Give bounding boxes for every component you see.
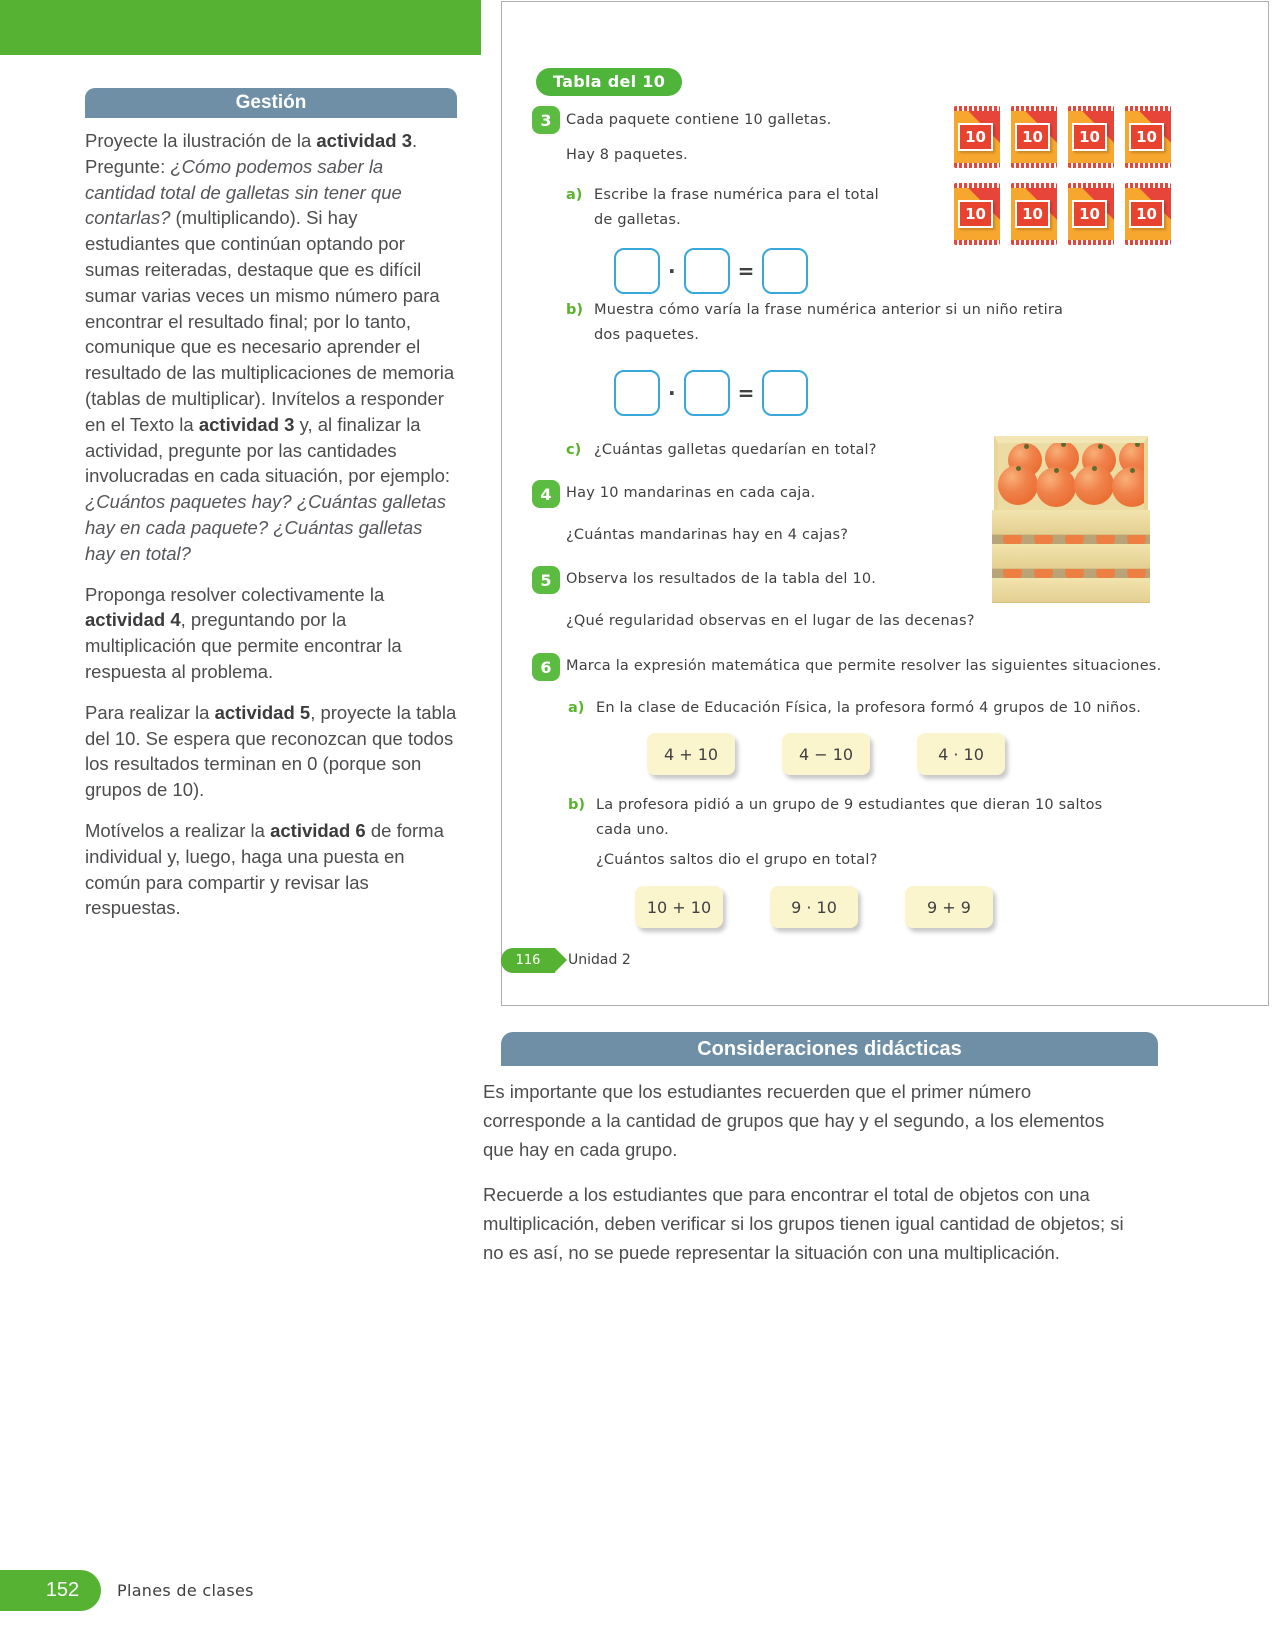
activity-6b-line1: La profesora pidió a un grupo de 9 estudiantes que dieran 10 saltos [596, 797, 1103, 813]
mandarin [1074, 465, 1114, 505]
crate-slats [992, 510, 1150, 603]
part-b-label: b) [566, 302, 584, 318]
cookie-packet [1125, 106, 1171, 168]
packet-crimp [1011, 183, 1057, 188]
activity-3-number: 3 [532, 106, 560, 134]
cookie-packet [1011, 106, 1057, 168]
mandarin [1112, 467, 1148, 507]
packet-crimp [954, 240, 1000, 245]
activity-4-line1: Hay 10 mandarinas en cada caja. [566, 485, 816, 501]
activity-6-line1: Marca la expresión matemática que permite resolver las siguientes situaciones. [566, 658, 1162, 674]
crate-slat [992, 544, 1150, 569]
packet-count-label: 10 [1015, 123, 1050, 151]
activity-6a-line1: En la clase de Educación Física, la profesora formó 4 grupos de 10 niños. [596, 700, 1142, 716]
part-a-line1: Escribe la frase numérica para el total [594, 187, 879, 203]
gestion-header: Gestión [85, 88, 457, 118]
activity-6b-question: ¿Cuántos saltos dio el grupo en total? [596, 852, 878, 868]
considerations-paragraph: Es importante que los estudiantes recuerden que el primer número corresponde a la cantidad de grupos que hay y el segundo, a los elementos que hay en cada grupo. [483, 1081, 1105, 1160]
packet-crimp [1125, 163, 1171, 168]
cookie-packet [1068, 183, 1114, 245]
part-b-label: b) [568, 797, 586, 813]
answer-box [762, 248, 808, 294]
equals-sign: = [737, 259, 755, 283]
considerations-paragraph: Recuerde a los estudiantes que para encontrar el total de objetos con una multiplicación, deben verificar si los grupos tienen igual cantidad de objetos; si no es así, no se puede representar la situación con una multiplicación. [483, 1184, 1124, 1263]
textbook-page-number-tab: 116 [501, 948, 555, 973]
packet-crimp [954, 106, 1000, 111]
packet-crimp [1011, 240, 1057, 245]
activity-6-number: 6 [532, 653, 560, 681]
left-paragraph: Motívelos a realizar la actividad 6 de forma individual y, luego, haga una puesta en común para compartir y revisar las respuestas. [85, 819, 444, 919]
crate-gap [992, 569, 1150, 578]
option-chip: 9 · 10 [770, 886, 858, 928]
footer-label: Planes de clases [117, 1581, 254, 1600]
mandarin [1036, 467, 1076, 507]
considerations-section [483, 1077, 1128, 1283]
option-chip: 4 + 10 [647, 733, 735, 775]
answer-box [684, 370, 730, 416]
packet-crimp [1011, 106, 1057, 111]
tabla-del-10-badge: Tabla del 10 [536, 68, 682, 96]
activity-5-number: 5 [532, 566, 560, 594]
cookie-packet [1068, 106, 1114, 168]
part-c-label: c) [566, 442, 582, 458]
packet-crimp [1068, 163, 1114, 168]
packet-crimp [1068, 183, 1114, 188]
activity-4-number: 4 [532, 480, 560, 508]
options-row-a [647, 733, 1005, 775]
textbook-page-panel [501, 1, 1269, 1006]
packet-count-label: 10 [1072, 123, 1107, 151]
packet-count-label: 10 [958, 123, 993, 151]
left-column [85, 88, 457, 936]
answer-box [614, 248, 660, 294]
option-chip: 9 + 9 [905, 886, 993, 928]
packet-crimp [1011, 163, 1057, 168]
part-a-label: a) [568, 700, 585, 716]
cookie-packets-row-2 [954, 183, 1171, 245]
number-sentence-row-b [614, 370, 808, 416]
cookie-packets-row-1 [954, 106, 1171, 168]
unit-label: Unidad 2 [568, 952, 631, 968]
packet-count-label: 10 [1129, 123, 1164, 151]
top-green-banner [0, 0, 481, 55]
part-c-line1: ¿Cuántas galletas quedarían en total? [594, 442, 877, 458]
activity-6b-line2: cada uno. [596, 822, 669, 838]
cookie-packet [954, 183, 1000, 245]
cookie-packet [1125, 183, 1171, 245]
crate-slat [992, 510, 1150, 535]
packet-crimp [1125, 183, 1171, 188]
activity-5-line2: ¿Qué regularidad observas en el lugar de las decenas? [566, 613, 975, 629]
packet-crimp [1125, 240, 1171, 245]
mandarins [994, 436, 1148, 510]
left-paragraph: Proponga resolver colectivamente la actividad 4, preguntando por la multiplicación que permite encontrar la respuesta al problema. [85, 583, 402, 682]
part-b-line1: Muestra cómo varía la frase numérica anterior si un niño retira [594, 302, 1064, 318]
part-b-line2: dos paquetes. [594, 327, 700, 343]
crate-gap [992, 535, 1150, 544]
packet-count-label: 10 [1072, 200, 1107, 228]
packet-count-label: 10 [958, 200, 993, 228]
equals-sign: = [737, 381, 755, 405]
packet-count-label: 10 [1015, 200, 1050, 228]
part-a-label: a) [566, 187, 583, 203]
packet-crimp [1068, 240, 1114, 245]
packet-crimp [1125, 106, 1171, 111]
activity-4-line2: ¿Cuántas mandarinas hay en 4 cajas? [566, 527, 849, 543]
cookie-packet [954, 106, 1000, 168]
activity-3-line1: Cada paquete contiene 10 galletas. [566, 112, 832, 128]
packet-count-label: 10 [1129, 200, 1164, 228]
mandarin [998, 465, 1038, 505]
mandarin-crate [992, 436, 1150, 602]
packet-crimp [954, 183, 1000, 188]
option-chip: 4 − 10 [782, 733, 870, 775]
answer-box [684, 248, 730, 294]
multiply-dot: · [668, 259, 676, 283]
activity-5-line1: Observa los resultados de la tabla del 10. [566, 571, 877, 587]
multiply-dot: · [668, 381, 676, 405]
answer-box [762, 370, 808, 416]
page-number-pill: 152 [0, 1570, 101, 1611]
option-chip: 10 + 10 [635, 886, 723, 928]
left-paragraph: Para realizar la actividad 5, proyecte la tabla del 10. Se espera que reconozcan que todos los resultados terminan en 0 (porque son grupos de 10). [85, 701, 457, 801]
left-paragraph: Proyecte la ilustración de la actividad 3. Pregunte: ¿Cómo podemos saber la cantidad total de galletas sin tener que contarlas? (multiplicando). Si hay estudiantes que continúan optando por sumas reiteradas, destaque que es difícil sumar varias veces un mismo número para encontrar el resultado final; por lo tanto, comunique que es necesario aprender el resultado de las multiplicaciones de memoria (tablas de multiplicar). Invítelos a responder en el Texto la actividad 3 y, al finalizar la actividad, pregunte por las cantidades involucradas en cada situación, por ejemplo: ¿Cuántos paquetes hay? ¿Cuántas galletas hay en cada paquete? ¿Cuántas galletas hay en total? [85, 130, 455, 564]
cookie-packet [1011, 183, 1057, 245]
packet-crimp [1068, 106, 1114, 111]
option-chip: 4 · 10 [917, 733, 1005, 775]
options-row-b [635, 886, 993, 928]
packet-crimp [954, 163, 1000, 168]
considerations-header: Consideraciones didácticas [501, 1032, 1158, 1066]
activity-3-line2: Hay 8 paquetes. [566, 147, 688, 163]
part-a-line2: de galletas. [594, 212, 681, 228]
crate-slat [992, 578, 1150, 603]
number-sentence-row-a [614, 248, 808, 294]
answer-box [614, 370, 660, 416]
